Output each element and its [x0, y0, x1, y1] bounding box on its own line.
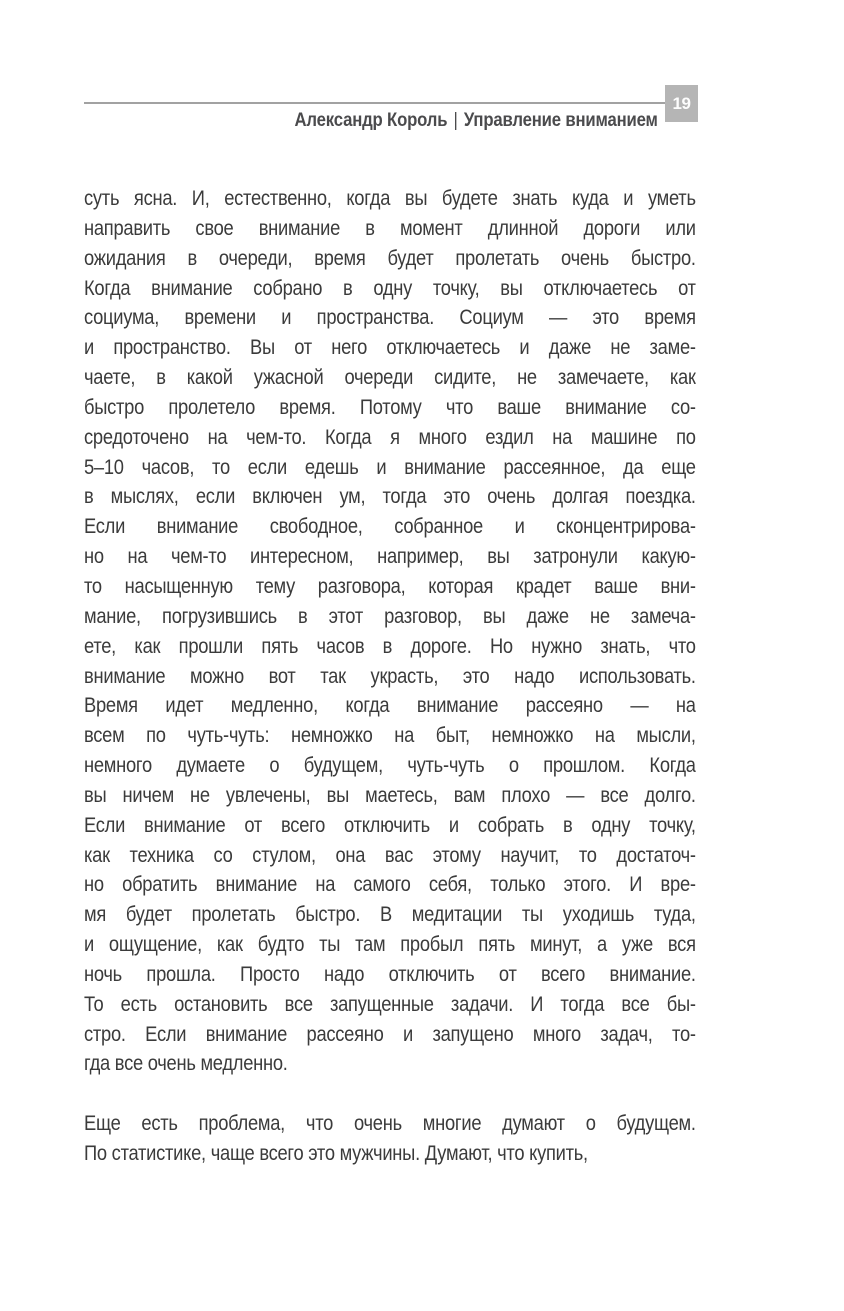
text-line: направить свое внимание в момент длинной дороги или — [84, 215, 696, 240]
text-line: и пространство. Вы от него отключаетесь и даже не заме- — [84, 335, 696, 360]
book-title: Управление вниманием — [464, 110, 658, 131]
author-name: Александр Король — [294, 110, 448, 131]
paragraph — [84, 184, 696, 1079]
text-line: 5–10 часов, то если едешь и внимание рассеянное, да еще — [84, 454, 696, 479]
text-line: в мыслях, если включен ум, тогда это очень долгая поездка. — [84, 484, 696, 509]
text-line: Когда внимание собрано в одну точку, вы отключаетесь от — [84, 275, 696, 300]
text-line: Если внимание свободное, собранное и сконцентрирова- — [84, 514, 696, 539]
text-line: и ощущение, как будто ты там пробыл пять минут, а уже вся — [84, 932, 696, 957]
text-line: Время идет медленно, когда внимание рассеяно — на — [84, 693, 696, 718]
text-line: но на чем-то интересном, например, вы затронули какую- — [84, 544, 696, 569]
text-line: ночь прошла. Просто надо отключить от всего внимание. — [84, 961, 696, 986]
text-line: По статистике, чаще всего это мужчины. Думают, что купить, — [84, 1141, 588, 1165]
body-text — [84, 184, 696, 1169]
header-separator: | — [453, 110, 458, 131]
text-line: то насыщенную тему разговора, которая крадет ваше вни- — [84, 573, 696, 598]
text-line: стро. Если внимание рассеяно и запущено много задач, то- — [84, 1021, 696, 1046]
text-line: мя будет пролетать быстро. В медитации ты уходишь туда, — [84, 902, 696, 927]
running-header — [295, 110, 658, 132]
text-line: ожидания в очереди, время будет пролетать очень быстро. — [84, 245, 696, 270]
text-line: социума, времени и пространства. Социум — это время — [84, 305, 696, 330]
text-line: немного думаете о будущем, чуть-чуть о прошлом. Когда — [84, 753, 696, 778]
text-line: суть ясна. И, естественно, когда вы будете знать куда и уметь — [84, 186, 696, 210]
text-line: То есть остановить все запущенные задачи. И тогда все бы- — [84, 991, 696, 1016]
text-line: средоточено на чем-то. Когда я много ездил на машине по — [84, 424, 696, 449]
page-number-badge — [665, 85, 698, 122]
paragraph — [84, 1109, 696, 1169]
text-line: но обратить внимание на самого себя, только этого. И вре- — [84, 872, 696, 897]
text-line: как техника со стулом, она вас этому научит, то достаточ- — [84, 842, 696, 867]
text-line: всем по чуть-чуть: немножко на быт, немножко на мысли, — [84, 723, 696, 748]
text-line: Если внимание от всего отключить и собрать в одну точку, — [84, 812, 696, 837]
text-line: мание, погрузившись в этот разговор, вы даже не замеча- — [84, 603, 696, 628]
text-line: Еще есть проблема, что очень многие думают о будущем. — [84, 1111, 696, 1136]
text-line: ете, как прошли пять часов в дороге. Но нужно знать, что — [84, 633, 696, 658]
text-line: быстро пролетело время. Потому что ваше внимание со- — [84, 394, 696, 419]
page-number: 19 — [672, 93, 691, 113]
text-line: чаете, в какой ужасной очереди сидите, не замечаете, как — [84, 365, 696, 390]
text-line: вы ничем не увлечены, вы маетесь, вам плохо — все долго. — [84, 782, 696, 807]
text-line: внимание можно вот так украсть, это надо использовать. — [84, 663, 696, 688]
text-line: гда все очень медленно. — [84, 1051, 288, 1076]
header-rule — [84, 102, 665, 104]
